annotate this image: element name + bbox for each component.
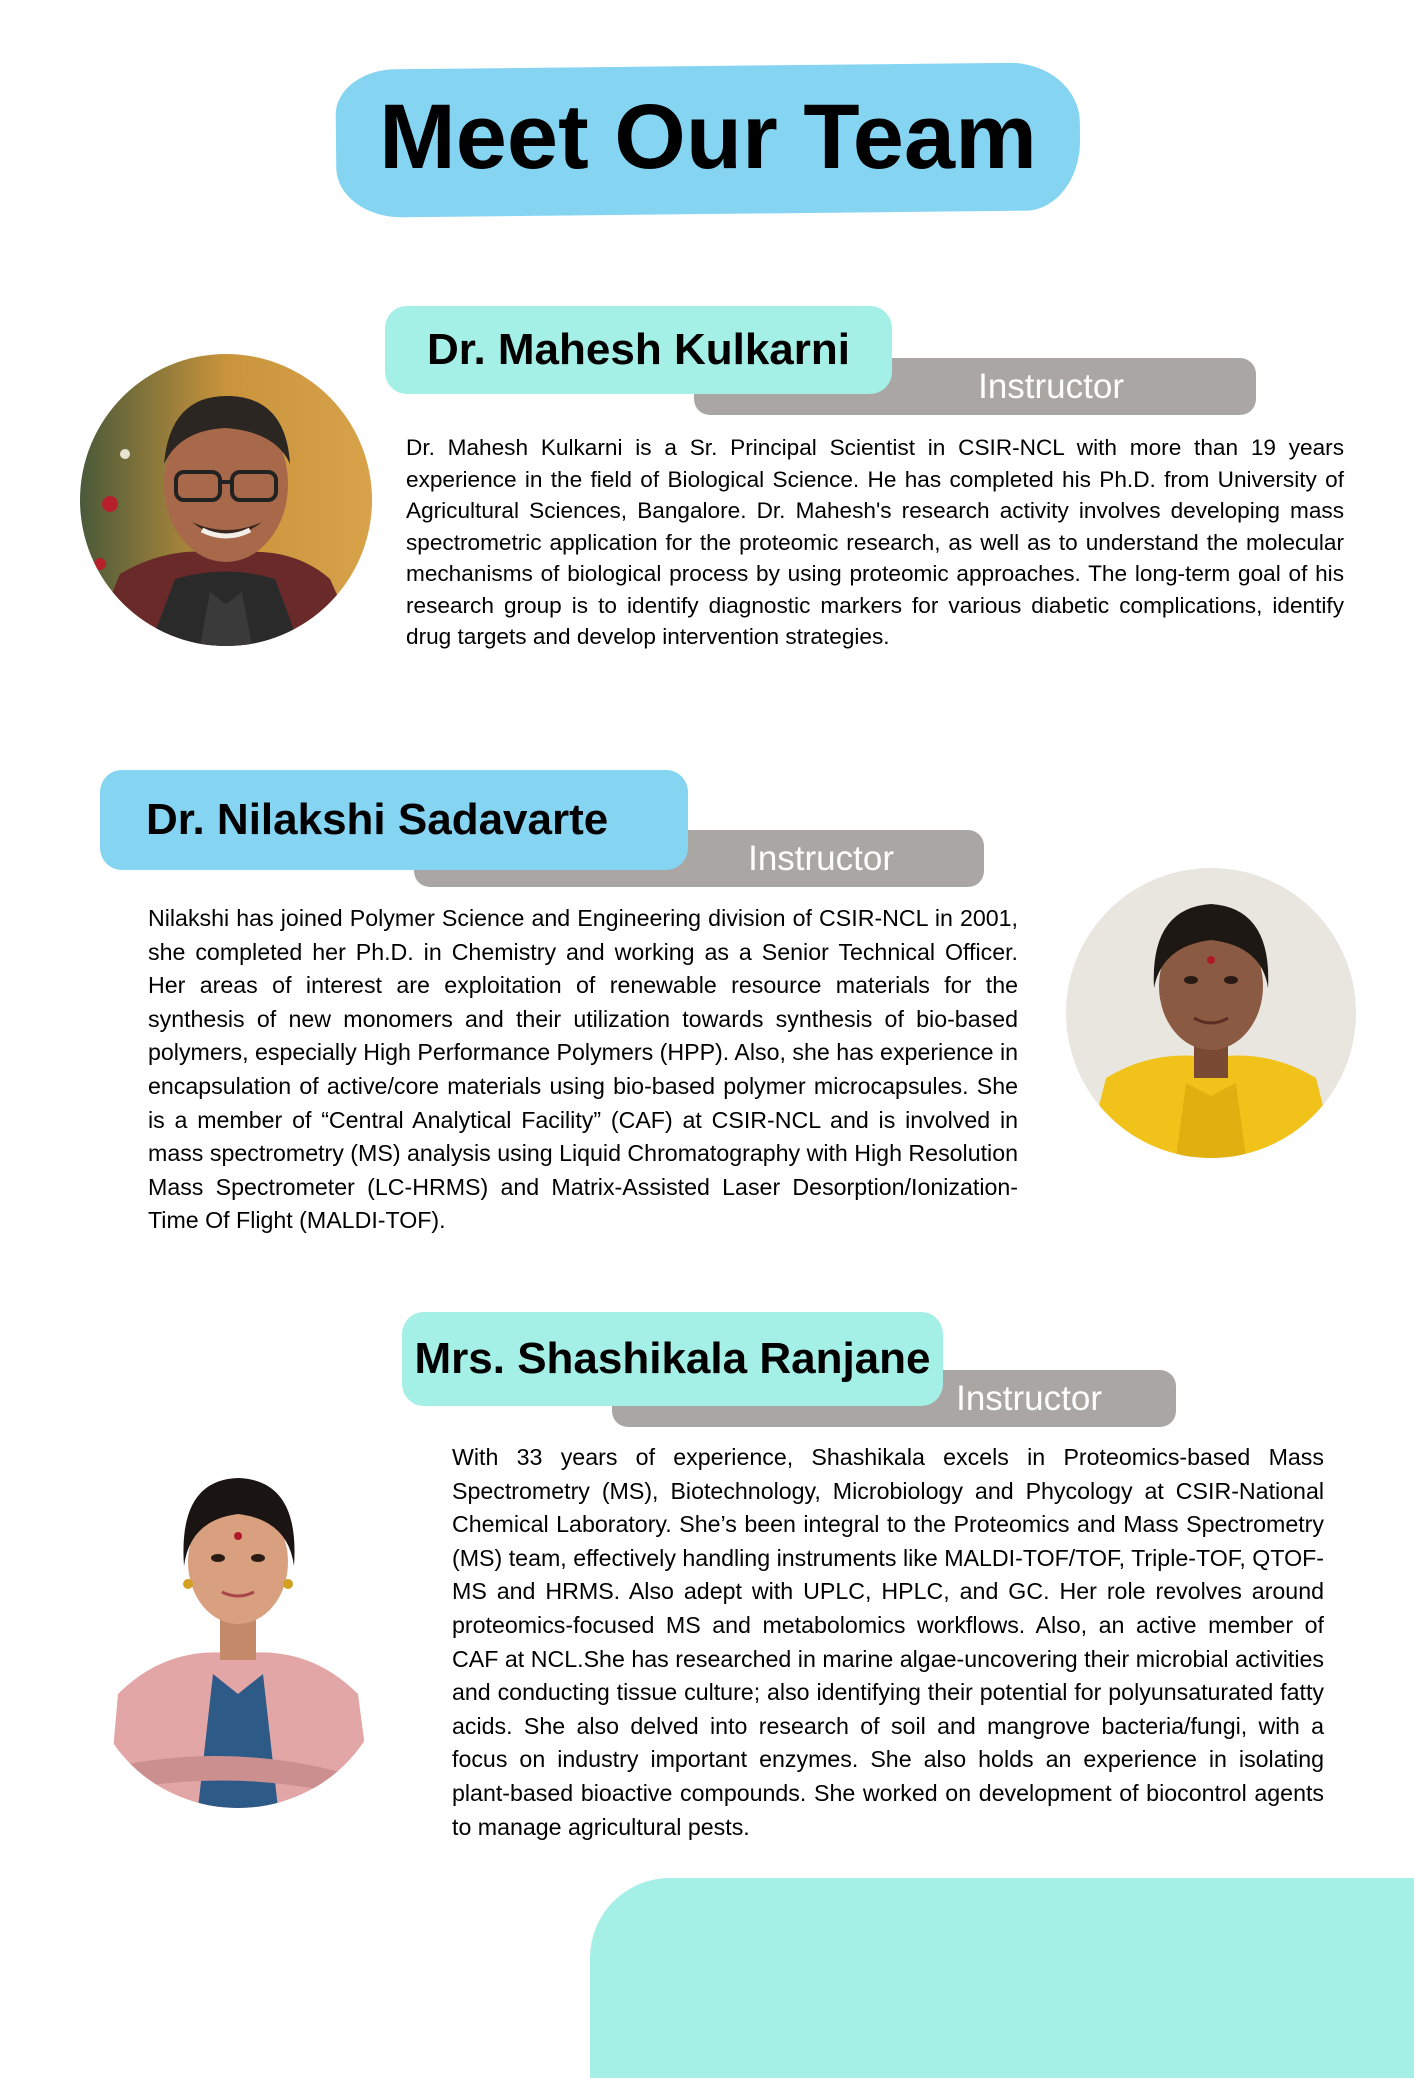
member-photo-2 xyxy=(1066,868,1356,1158)
member-photo-1 xyxy=(80,354,372,646)
member-bio-2: Nilakshi has joined Polymer Science and Engineering division of CSIR-NCL in 2001, she completed her Ph.D. in Chemistry and working as a Senior Technical Officer. Her areas of interest are exploitation of renewable resource materials for the synthesis of new monomers and their utilization towards synthesis of bio-based polymers, especially High Performance Polymers (HPP). Also, she has experience in encapsulation of active/core materials using bio-based polymer microcapsules. She is a member of “Central Analytical Facility” (CAF) at CSIR-NCL and is involved in mass spectrometry (MS) analysis using Liquid Chromatography with High Resolution Mass Spectrometer (LC-HRMS) and Matrix-Assisted Laser Desorption/Ionization-Time Of Flight (MALDI-TOF). xyxy=(148,905,1018,1234)
name-pill-3 xyxy=(402,1312,943,1406)
portrait-photo-icon xyxy=(1066,868,1356,1158)
member-role: Instructor xyxy=(978,366,1124,406)
member-role: Instructor xyxy=(956,1378,1102,1418)
portrait-photo-icon xyxy=(80,354,372,646)
member-bio-3: With 33 years of experience, Shashikala excels in Proteomics-based Mass Spectrometry (MS), Biotechnology, Microbiology and Phycology at CSIR-National Chemical Laboratory. She’s been integral to the Proteomics and Mass Spectrometry (MS) team, effectively handling instruments like MALDI-TOF/TOF, Triple-TOF, QTOF-MS and HRMS. Also adept with UPLC, HPLC, and GC. Her role revolves around proteomics-focused MS and metabolomics workflows. Also, an active member of CAF at NCL.She has researched in marine algae-uncovering their microbial activities and conducting tissue culture; also identifying their potential for polyunsaturated fatty acids. She also delved into research of soil and mangrove bacteria/fungi, with a focus on industry important enzymes. She also holds an experience in isolating plant-based bioactive compounds. She worked on development of biocontrol agents to manage agricultural pests. xyxy=(452,1444,1324,1840)
page-title: Meet Our Team xyxy=(379,85,1037,188)
member-role: Instructor xyxy=(748,838,894,878)
member-bio-1: Dr. Mahesh Kulkarni is a Sr. Principal Scientist in CSIR-NCL with more than 19 years experience in the field of Biological Science. He has completed his Ph.D. from University of Agricultural Sciences, Bangalore. Dr. Mahesh's research activity involves developing mass spectrometric application for the proteomic research, as well as to understand the molecular mechanisms of biological process by using proteomic approaches. The long-term goal of his research group is to identify diagnostic markers for various diabetic complications, identify drug targets and develop intervention strategies. xyxy=(406,435,1344,649)
member-name: Mrs. Shashikala Ranjane xyxy=(414,1334,931,1383)
name-pill-2 xyxy=(100,770,688,870)
decorative-corner-blob xyxy=(590,1878,1414,2078)
name-pill-1 xyxy=(385,306,892,394)
member-name: Dr. Mahesh Kulkarni xyxy=(426,325,850,374)
portrait-photo-icon xyxy=(88,1444,388,1808)
member-photo-3 xyxy=(88,1444,388,1808)
member-name: Dr. Nilakshi Sadavarte xyxy=(146,795,609,844)
